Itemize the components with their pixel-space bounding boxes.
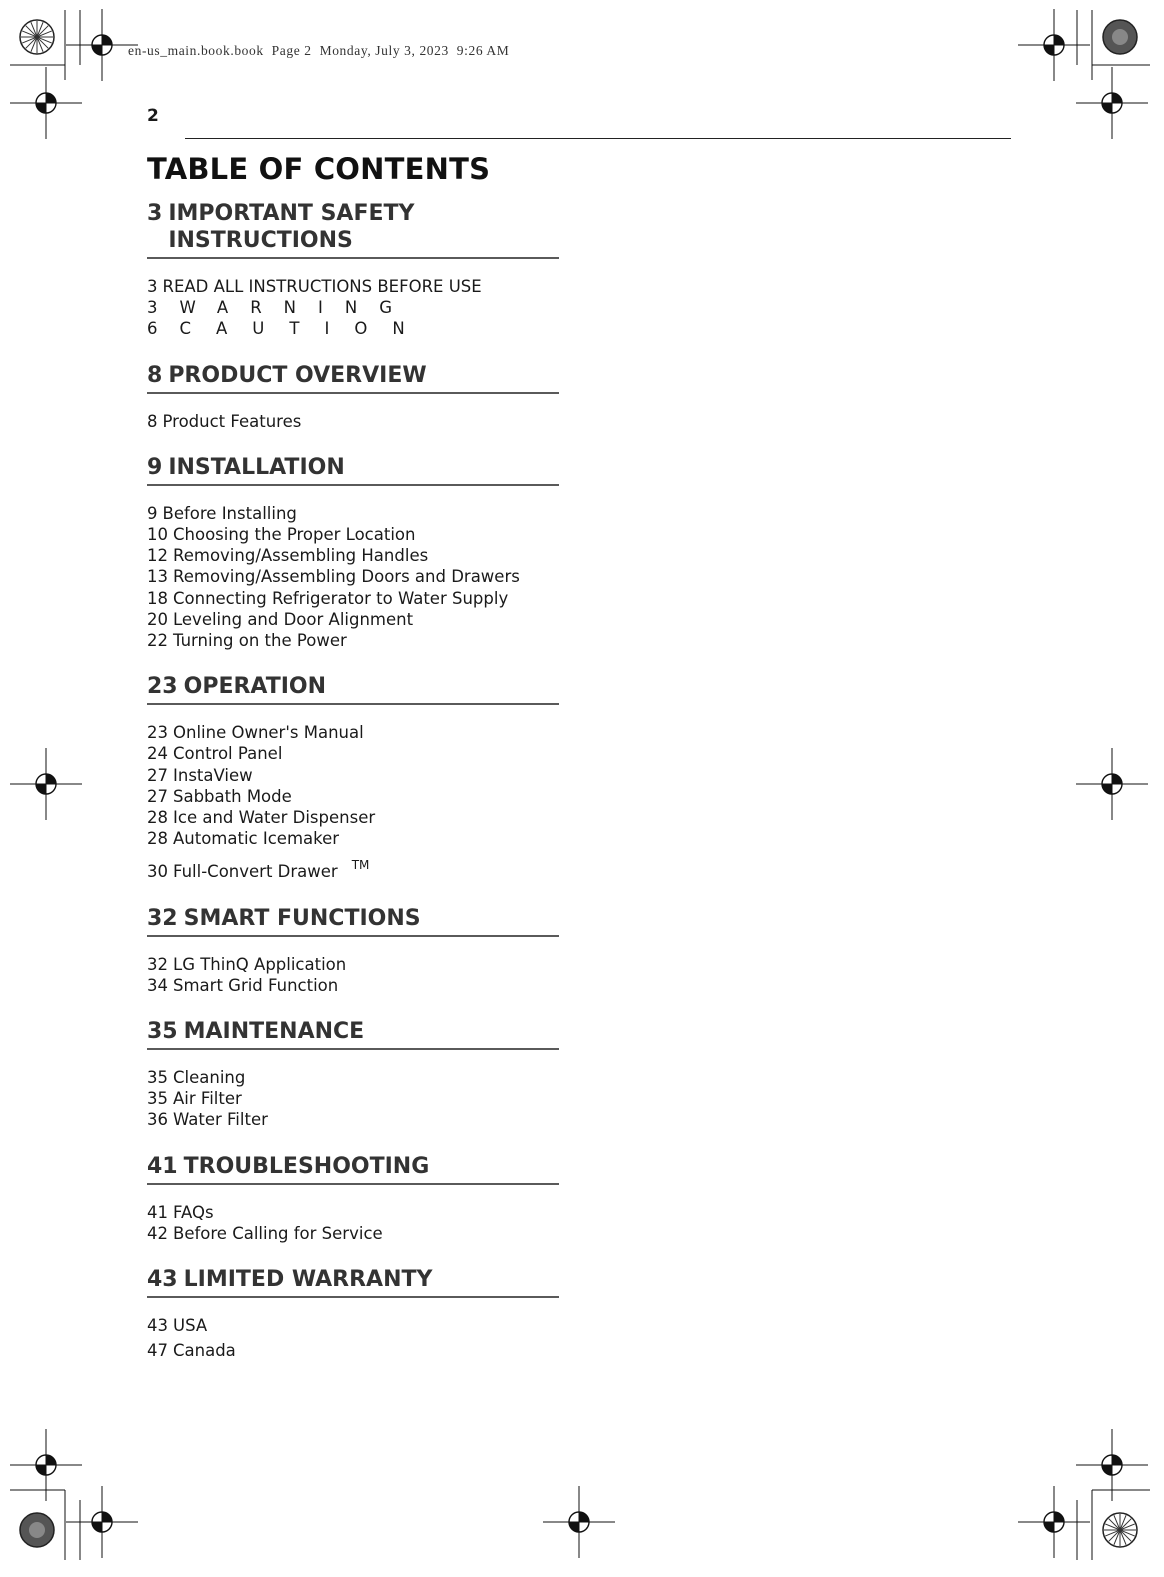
section-page-number: 32 (147, 905, 178, 931)
section-page-number: 23 (147, 674, 178, 700)
section-title: OPERATION (183, 674, 327, 700)
entry-page: 24 (147, 744, 168, 764)
entry-label: Sabbath Mode (173, 786, 292, 806)
section-page-number: 35 (147, 1019, 178, 1045)
entry-page: 10 (147, 525, 168, 545)
print-slug: en-us_main.book.book Page 2 Monday, July 3, 2023 9:26 AM (128, 43, 510, 58)
toc-entry[interactable] (147, 1088, 667, 1109)
entry-label: Connecting Refrigerator to Water Supply (173, 588, 509, 608)
entry-page: 3 (147, 277, 158, 296)
entry-label: READ ALL INSTRUCTIONS BEFORE USE (162, 277, 482, 296)
entry-page: 30 (147, 862, 168, 882)
toc-entry[interactable] (147, 318, 667, 339)
toc-section-maintenance (147, 1018, 667, 1131)
section-heading[interactable] (147, 1153, 559, 1185)
toc-entry[interactable] (147, 524, 667, 545)
toc-entry[interactable] (147, 954, 667, 975)
header-rule (185, 138, 1011, 139)
entry-page: 28 (147, 808, 168, 828)
section-title: INSTALLATION (168, 454, 345, 480)
entry-label: Removing/Assembling Handles (173, 546, 429, 566)
section-page-number: 41 (147, 1153, 178, 1179)
entry-page: 13 (147, 567, 168, 587)
entry-list (147, 1067, 667, 1131)
entry-list (147, 954, 667, 996)
entry-page: 22 (147, 631, 168, 651)
entry-label: LG ThinQ Application (173, 954, 347, 974)
section-page-number: 43 (147, 1267, 178, 1293)
entry-page: 35 (147, 1089, 168, 1109)
entry-label: Turning on the Power (173, 631, 347, 651)
entry-label: Full-Convert Drawer (173, 862, 338, 882)
toc-title: TABLE OF CONTENTS (147, 152, 491, 186)
entry-label: Water Filter (173, 1110, 268, 1130)
entry-label: Canada (173, 1341, 236, 1361)
toc-section-operation (147, 673, 667, 882)
entry-page: 32 (147, 954, 168, 974)
toc-entry[interactable] (147, 630, 667, 651)
toc-entry[interactable] (147, 1223, 667, 1244)
section-title: TROUBLESHOOTING (183, 1153, 430, 1179)
section-title: PRODUCT OVERVIEW (168, 362, 427, 388)
entry-label: Before Calling for Service (173, 1223, 383, 1243)
toc-entry[interactable] (147, 786, 667, 807)
entry-label: Before Installing (162, 503, 297, 523)
entry-page: 35 (147, 1068, 168, 1088)
toc-section-product-overview (147, 362, 667, 432)
section-title: IMPORTANT SAFETY INSTRUCTIONS (168, 201, 415, 253)
entry-page: 34 (147, 975, 168, 995)
entry-label: Automatic Icemaker (173, 829, 340, 849)
toc-entry[interactable] (147, 411, 667, 432)
entry-page: 9 (147, 503, 158, 523)
entry-list (147, 411, 667, 432)
section-title: SMART FUNCTIONS (183, 905, 421, 931)
section-heading[interactable] (147, 362, 559, 394)
entry-page: 8 (147, 411, 158, 431)
section-heading[interactable] (147, 1018, 559, 1050)
section-title: MAINTENANCE (183, 1019, 365, 1045)
entry-page: 27 (147, 765, 168, 785)
entry-label: Leveling and Door Alignment (173, 609, 414, 629)
table-of-contents (147, 152, 667, 1361)
section-title: LIMITED WARRANTY (183, 1267, 433, 1293)
toc-section-safety (147, 200, 667, 340)
entry-page: 28 (147, 829, 168, 849)
entry-label: CAUTION (179, 319, 430, 339)
toc-entry[interactable] (147, 975, 667, 996)
toc-section-smart-functions (147, 905, 667, 996)
entry-page: 18 (147, 588, 168, 608)
entry-list (147, 1315, 667, 1361)
toc-entry[interactable] (147, 588, 667, 609)
section-heading[interactable] (147, 454, 559, 486)
entry-list (147, 722, 667, 882)
page-number: 2 (147, 106, 159, 126)
toc-entry[interactable] (147, 276, 667, 297)
entry-label: Choosing the Proper Location (173, 525, 416, 545)
toc-entry[interactable] (147, 1067, 667, 1088)
entry-list (147, 276, 667, 340)
entry-label: Online Owner's Manual (173, 723, 364, 743)
section-heading[interactable] (147, 673, 559, 705)
entry-label: Smart Grid Function (173, 975, 339, 995)
entry-label: InstaView (173, 765, 253, 785)
toc-entry[interactable] (147, 1315, 667, 1336)
toc-entry[interactable] (147, 1109, 667, 1130)
toc-entry[interactable] (147, 545, 667, 566)
entry-page: 20 (147, 609, 168, 629)
toc-entry[interactable] (147, 743, 667, 764)
toc-section-installation (147, 454, 667, 651)
toc-entry[interactable] (147, 807, 667, 828)
entry-label: Control Panel (173, 744, 283, 764)
entry-label: Ice and Water Dispenser (173, 808, 376, 828)
entry-label: WARNING (179, 298, 415, 318)
toc-entry[interactable] (147, 1202, 667, 1223)
toc-entry[interactable] (147, 503, 667, 524)
entry-label: Product Features (162, 411, 302, 431)
entry-list (147, 1202, 667, 1244)
entry-page: 3 (147, 298, 158, 318)
section-heading[interactable] (147, 1266, 559, 1298)
toc-entry[interactable] (147, 297, 667, 318)
entry-page: 12 (147, 546, 168, 566)
entry-label: Cleaning (173, 1068, 246, 1088)
toc-entry[interactable] (147, 722, 667, 743)
toc-entry[interactable] (147, 765, 667, 786)
section-heading[interactable] (147, 905, 559, 937)
entry-page: 43 (147, 1316, 168, 1336)
entry-label: USA (173, 1316, 208, 1336)
section-heading[interactable] (147, 200, 559, 259)
section-page-number: 3 (147, 201, 163, 226)
entry-page: 41 (147, 1202, 168, 1222)
toc-entry[interactable] (147, 1340, 667, 1361)
toc-entry[interactable] (147, 609, 667, 630)
entry-label: Air Filter (173, 1089, 242, 1109)
entry-list (147, 503, 667, 651)
toc-entry[interactable] (147, 566, 667, 587)
toc-entry[interactable] (147, 828, 667, 849)
toc-section-troubleshooting (147, 1153, 667, 1244)
section-page-number: 8 (147, 362, 163, 388)
toc-entry[interactable] (147, 855, 667, 882)
entry-page: 23 (147, 723, 168, 743)
entry-page: 27 (147, 786, 168, 806)
trademark-mark: TM (351, 858, 370, 873)
entry-page: 42 (147, 1223, 168, 1243)
entry-label: Removing/Assembling Doors and Drawers (173, 567, 520, 587)
section-page-number: 9 (147, 454, 163, 480)
toc-section-limited-warranty (147, 1266, 667, 1361)
entry-page: 6 (147, 319, 158, 339)
entry-page: 47 (147, 1341, 168, 1361)
entry-page: 36 (147, 1110, 168, 1130)
entry-label: FAQs (173, 1202, 214, 1222)
